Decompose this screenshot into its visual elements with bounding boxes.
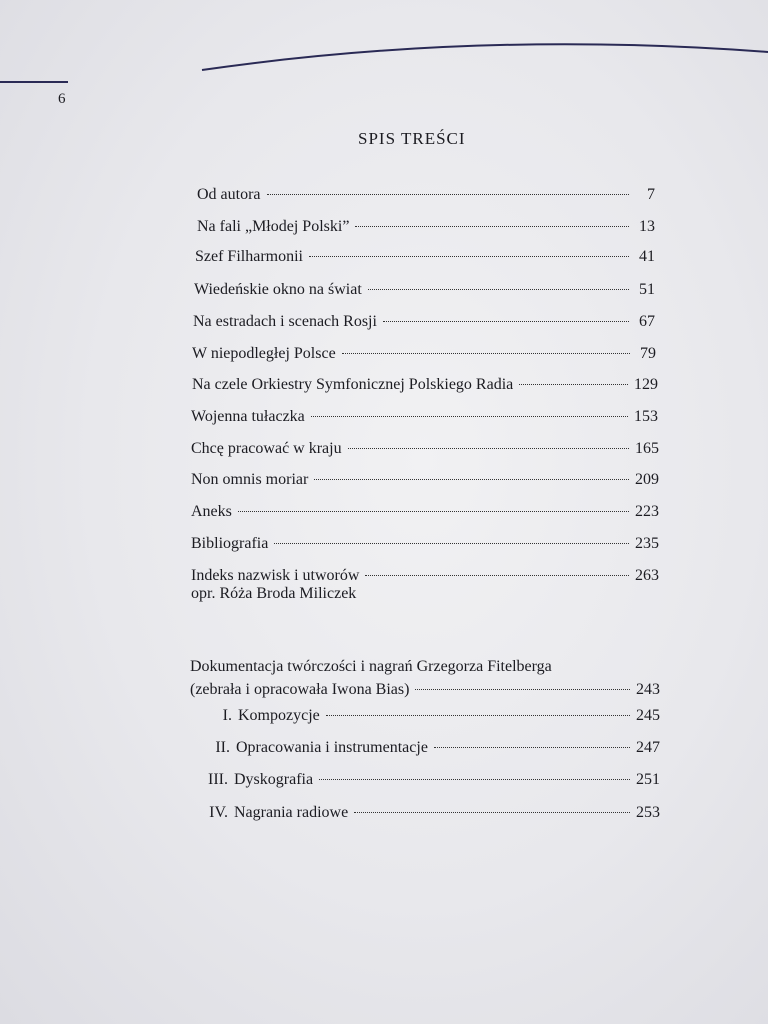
toc-entry <box>191 407 658 427</box>
toc-entry-label: Wiedeńskie okno na świat <box>194 281 362 298</box>
toc-entry-page: 13 <box>639 218 655 235</box>
toc-subentry-label <box>198 706 320 726</box>
toc-subentry-label <box>194 770 313 790</box>
toc-entry <box>197 185 655 205</box>
toc-entry <box>192 344 656 364</box>
dot-leader <box>519 384 628 385</box>
dot-leader <box>368 289 629 290</box>
toc-subentry <box>198 706 660 726</box>
toc-entry-page: 51 <box>639 281 655 298</box>
toc-entry-page: 41 <box>639 248 655 265</box>
page-number: 6 <box>58 91 66 107</box>
toc-entry-label: Szef Filharmonii <box>195 248 303 265</box>
dot-leader <box>274 543 629 544</box>
toc-subentry-label <box>196 738 428 758</box>
toc-entry-page: 129 <box>634 376 658 393</box>
toc-entry-label: Indeks nazwisk i utworów <box>191 567 360 584</box>
dot-leader <box>434 747 630 748</box>
index-note: opr. Róża Broda Miliczek <box>191 585 357 602</box>
toc-entry-label: Od autora <box>197 186 261 203</box>
dot-leader <box>415 689 630 690</box>
toc-entry-page: 7 <box>647 186 655 203</box>
roman-numeral: I. <box>222 707 232 724</box>
roman-numeral: II. <box>215 739 230 756</box>
documentation-entry <box>190 680 660 700</box>
dot-leader <box>319 779 630 780</box>
toc-entry-label: Na czele Orkiestry Symfonicznej Polskiego Radia <box>192 376 514 393</box>
toc-entry-page: 209 <box>635 471 659 488</box>
subentry-title: Kompozycje <box>238 707 320 724</box>
toc-entry-label: Na estradach i scenach Rosji <box>193 313 377 330</box>
dot-leader <box>383 321 629 322</box>
dot-leader <box>342 353 630 354</box>
toc-entry-page: 165 <box>635 440 659 457</box>
toc-entry-label: Bibliografia <box>191 535 269 552</box>
toc-entry <box>192 375 658 395</box>
toc-entry <box>195 247 655 267</box>
roman-numeral: IV. <box>209 804 228 821</box>
toc-subentry <box>194 770 660 790</box>
toc-entry-label: Wojenna tułaczka <box>191 408 305 425</box>
toc-entry-page: 251 <box>636 771 660 788</box>
dot-leader <box>348 448 629 449</box>
toc-entry-page: 235 <box>635 535 659 552</box>
toc-entry-label: Aneks <box>191 503 232 520</box>
dot-leader <box>238 511 629 512</box>
toc-entry-page: 153 <box>634 408 658 425</box>
dot-leader <box>267 194 629 195</box>
dot-leader <box>326 715 630 716</box>
toc-entry-page: 253 <box>636 804 660 821</box>
toc-entry-page: 243 <box>636 681 660 698</box>
toc-entry <box>193 312 655 332</box>
toc-entry-page: 263 <box>635 567 659 584</box>
dot-leader <box>311 416 628 417</box>
toc-subentry <box>196 738 660 758</box>
toc-entry-label: Na fali „Młodej Polski” <box>197 218 350 235</box>
toc-entry-page: 245 <box>636 707 660 724</box>
dot-leader <box>355 226 629 227</box>
documentation-subheading: (zebrała i opracowała Iwona Bias) <box>190 681 410 698</box>
toc-entry <box>191 439 659 459</box>
toc-entry-label: W niepodległej Polsce <box>192 345 336 362</box>
toc-entry-label: Chcę pracować w kraju <box>191 440 342 457</box>
documentation-heading: Dokumentacja twórczości i nagrań Grzegorza Fitelberga <box>190 658 552 675</box>
toc-entry <box>191 534 659 554</box>
toc-entry-page: 223 <box>635 503 659 520</box>
toc-entry <box>191 470 659 490</box>
toc-subentry-label <box>194 803 348 823</box>
toc-entry-label: Non omnis moriar <box>191 471 309 488</box>
toc-entry <box>191 566 659 586</box>
subentry-title: Dyskografia <box>234 771 314 788</box>
subentry-title: Nagrania radiowe <box>234 804 349 821</box>
subentry-title: Opracowania i instrumentacje <box>236 739 428 756</box>
toc-title: SPIS TREŚCI <box>358 129 466 148</box>
dot-leader <box>309 256 629 257</box>
toc-entry <box>191 502 659 522</box>
toc-entry <box>197 217 655 237</box>
dot-leader <box>365 575 629 576</box>
roman-numeral: III. <box>208 771 228 788</box>
toc-entry <box>194 280 655 300</box>
toc-entry-page: 247 <box>636 739 660 756</box>
dot-leader <box>314 479 629 480</box>
toc-subentry <box>194 803 660 823</box>
toc-entry-page: 79 <box>640 345 656 362</box>
dot-leader <box>354 812 630 813</box>
toc-entry-page: 67 <box>639 313 655 330</box>
